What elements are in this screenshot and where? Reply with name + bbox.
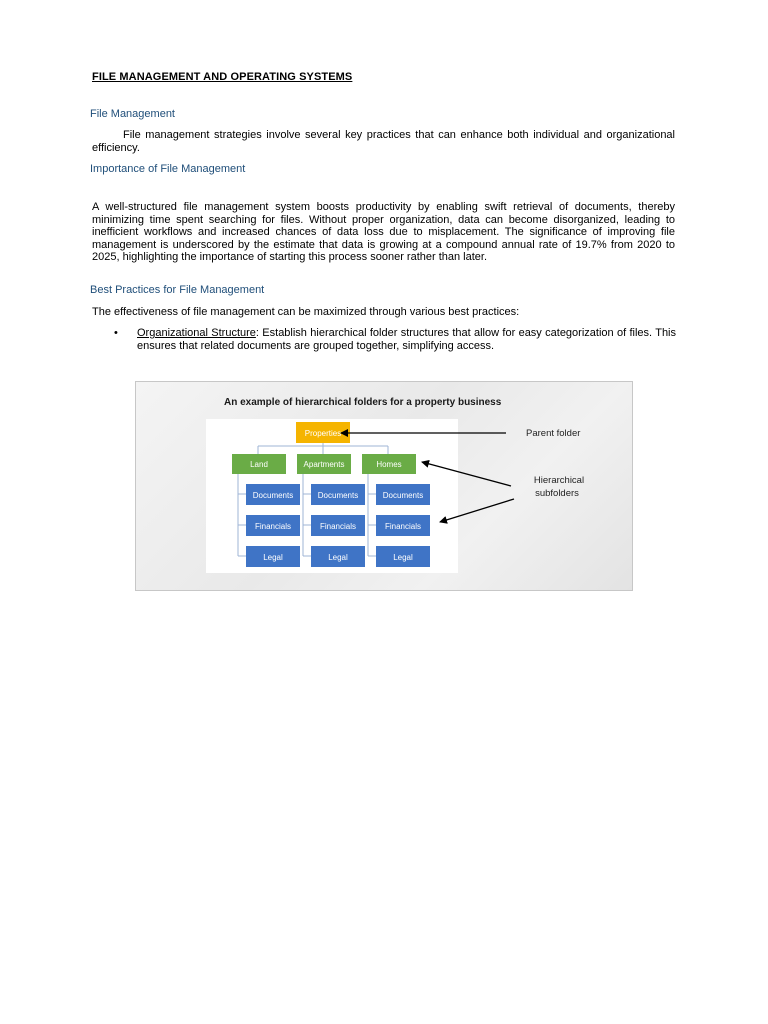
subfolders-label-line2: subfolders (535, 488, 579, 499)
svg-text:Documents: Documents (382, 491, 424, 500)
heading-file-management: File Management (90, 108, 175, 120)
folder-label-homes: Homes (376, 460, 402, 469)
folder-land-documents (246, 484, 300, 505)
svg-text:Financials: Financials (254, 522, 292, 531)
bullet-text (137, 327, 676, 352)
bullet-description: : Establish hierarchical folder structures that allow for easy categorization of files. This ensures that related documents are grouped together, simplifying access. (137, 327, 677, 352)
svg-text:Legal: Legal (263, 553, 283, 562)
folder-land (232, 454, 286, 474)
svg-text:Financials: Financials (319, 522, 357, 531)
hierarchy-diagram (136, 382, 633, 591)
paragraph-importance: A well-structured file management system boosts productivity by enabling swift retrieval of documents, thereby minimizing time spent searching for files. Without proper organization, data can become disorganized, leading to inefficient workflows and increased chances of data loss due to misplacement. The significance of improving file management is underscored by the estimate that data is growing at a compound annual rate of 19.7% from 2020 to 2025, highlighting the importance of starting this process sooner rather than later. (92, 201, 675, 264)
folder-apartments-financials (311, 515, 365, 536)
folder-label-land: Land (250, 460, 268, 469)
folder-apartments-legal (311, 546, 365, 567)
folder-homes-documents (376, 484, 430, 505)
folder-label-properties: Properties (304, 429, 342, 438)
folder-homes-legal (376, 546, 430, 567)
paragraph-best-practices-intro: The effectiveness of file management can be maximized through various best practices: (92, 306, 520, 318)
document-title: FILE MANAGEMENT AND OPERATING SYSTEMS (92, 71, 353, 83)
svg-text:Legal: Legal (393, 553, 413, 562)
folder-apartments (297, 454, 351, 474)
heading-importance: Importance of File Management (90, 163, 246, 175)
folder-homes (362, 454, 416, 474)
svg-text:Financials: Financials (384, 522, 422, 531)
folder-label-apartments: Apartments (303, 460, 345, 469)
parent-folder-label: Parent folder (526, 428, 581, 439)
bullet-marker: • (114, 327, 118, 339)
heading-best-practices: Best Practices for File Management (90, 284, 265, 296)
bullet-term: Organizational Structure (137, 327, 256, 339)
folder-land-legal (246, 546, 300, 567)
folder-land-financials (246, 515, 300, 536)
svg-text:Documents: Documents (252, 491, 294, 500)
folder-homes-financials (376, 515, 430, 536)
folder-apartments-documents (311, 484, 365, 505)
paragraph-file-management: File management strategies involve several key practices that can enhance both individual and organizational efficiency. (92, 129, 675, 154)
hierarchy-figure (135, 381, 633, 591)
svg-text:Legal: Legal (328, 553, 348, 562)
subfolders-label-line1: Hierarchical (533, 475, 585, 486)
figure-title: An example of hierarchical folders for a property business (224, 397, 502, 408)
svg-text:Documents: Documents (317, 491, 359, 500)
